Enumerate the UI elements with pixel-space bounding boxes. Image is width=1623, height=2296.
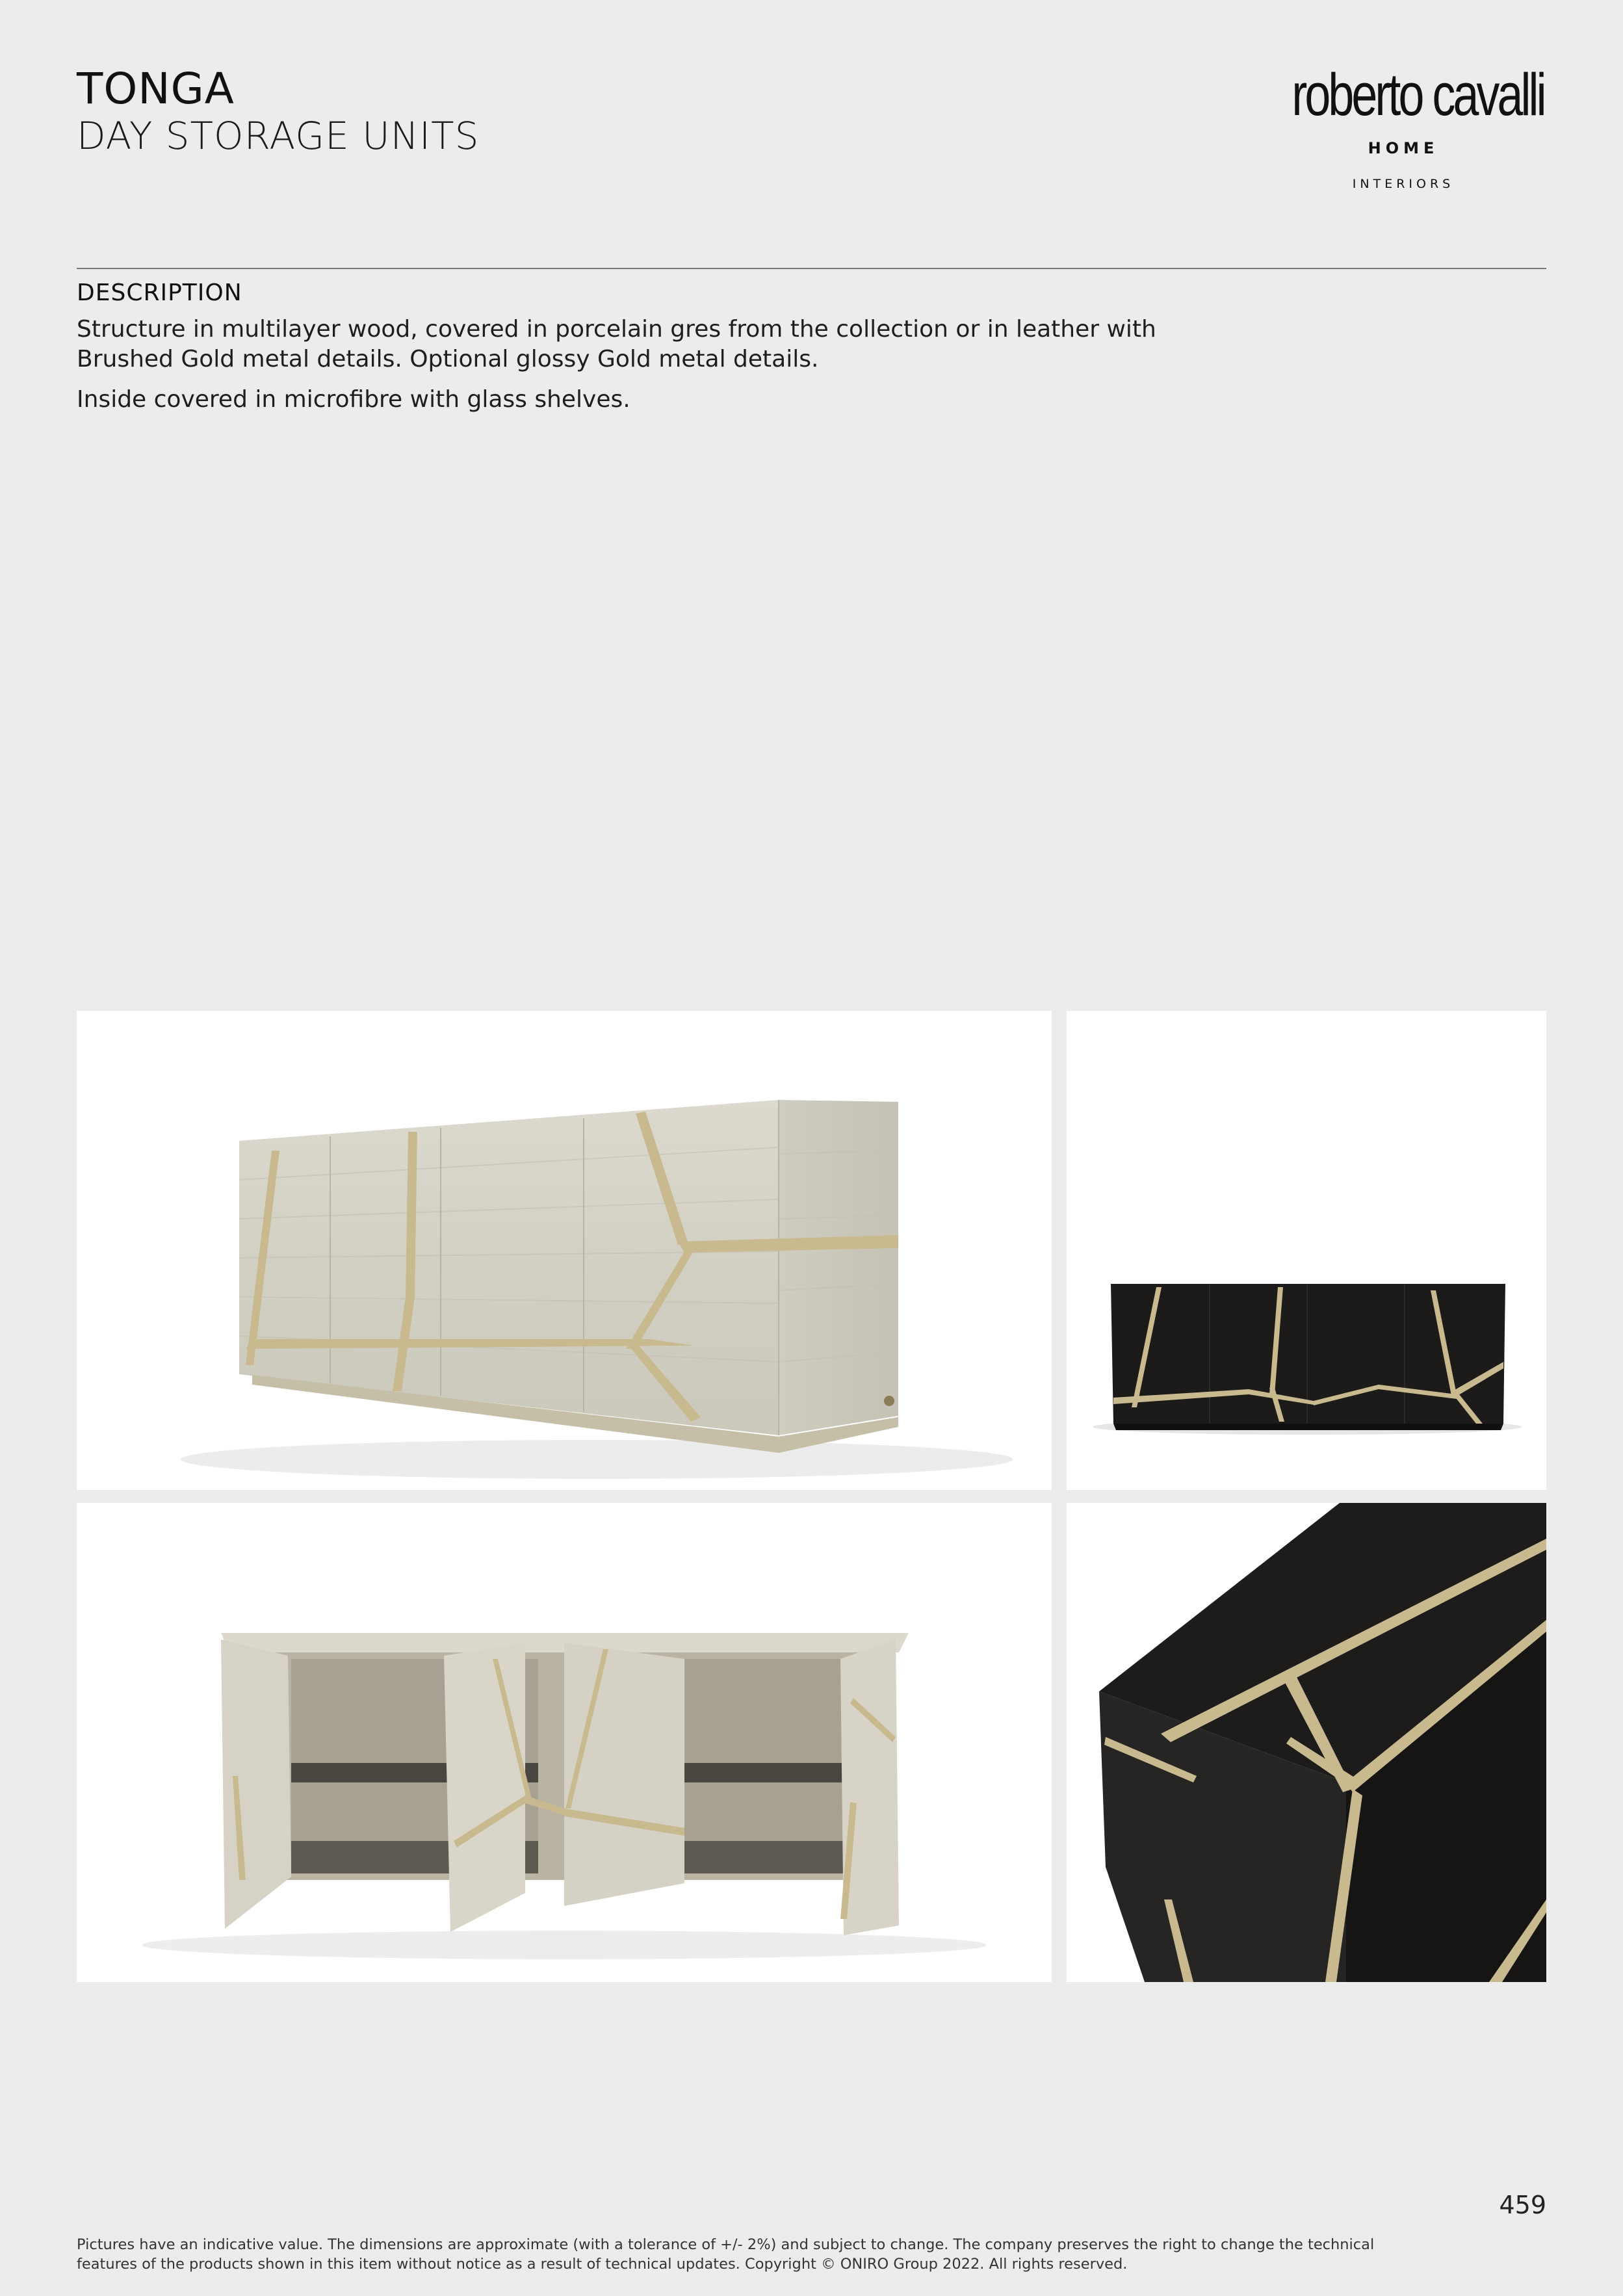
product-image-black-corner-detail: [1067, 1503, 1546, 1982]
brand-logo-wordmark: roberto cavalli: [1292, 62, 1544, 128]
product-image-black-front: [1067, 1011, 1546, 1490]
header-divider: [77, 268, 1546, 269]
description-paragraph: Inside covered in microfibre with glass shelves.: [77, 386, 630, 413]
product-image-light-open-doors: [77, 1503, 1052, 1982]
product-title: TONGA: [77, 64, 235, 114]
brand-logo-interiors: INTERIORS: [1352, 177, 1455, 191]
description-body: [77, 315, 1182, 425]
description-heading: DESCRIPTION: [77, 280, 242, 306]
page-number: 459: [1499, 2191, 1546, 2219]
product-subtitle: DAY STORAGE UNITS: [77, 114, 480, 158]
footer-disclaimer: Pictures have an indicative value. The dimensions are approximate (with a tolerance of +/- 2%) and subject to change. The company preserves the right to change the technical features of the products shown in this item without notice as a result of technical updates. Copyright © ONIRO Group 2022. All rights reserved.: [77, 2236, 1375, 2273]
brand-logo-home: HOME: [1368, 139, 1439, 157]
brand-logo: [1260, 62, 1546, 191]
description-paragraph: Structure in multilayer wood, covered in porcelain gres from the collection or in leather with Brushed Gold metal details. Optional glossy Gold metal details.: [77, 316, 1156, 372]
product-image-light-perspective: [77, 1011, 1052, 1490]
